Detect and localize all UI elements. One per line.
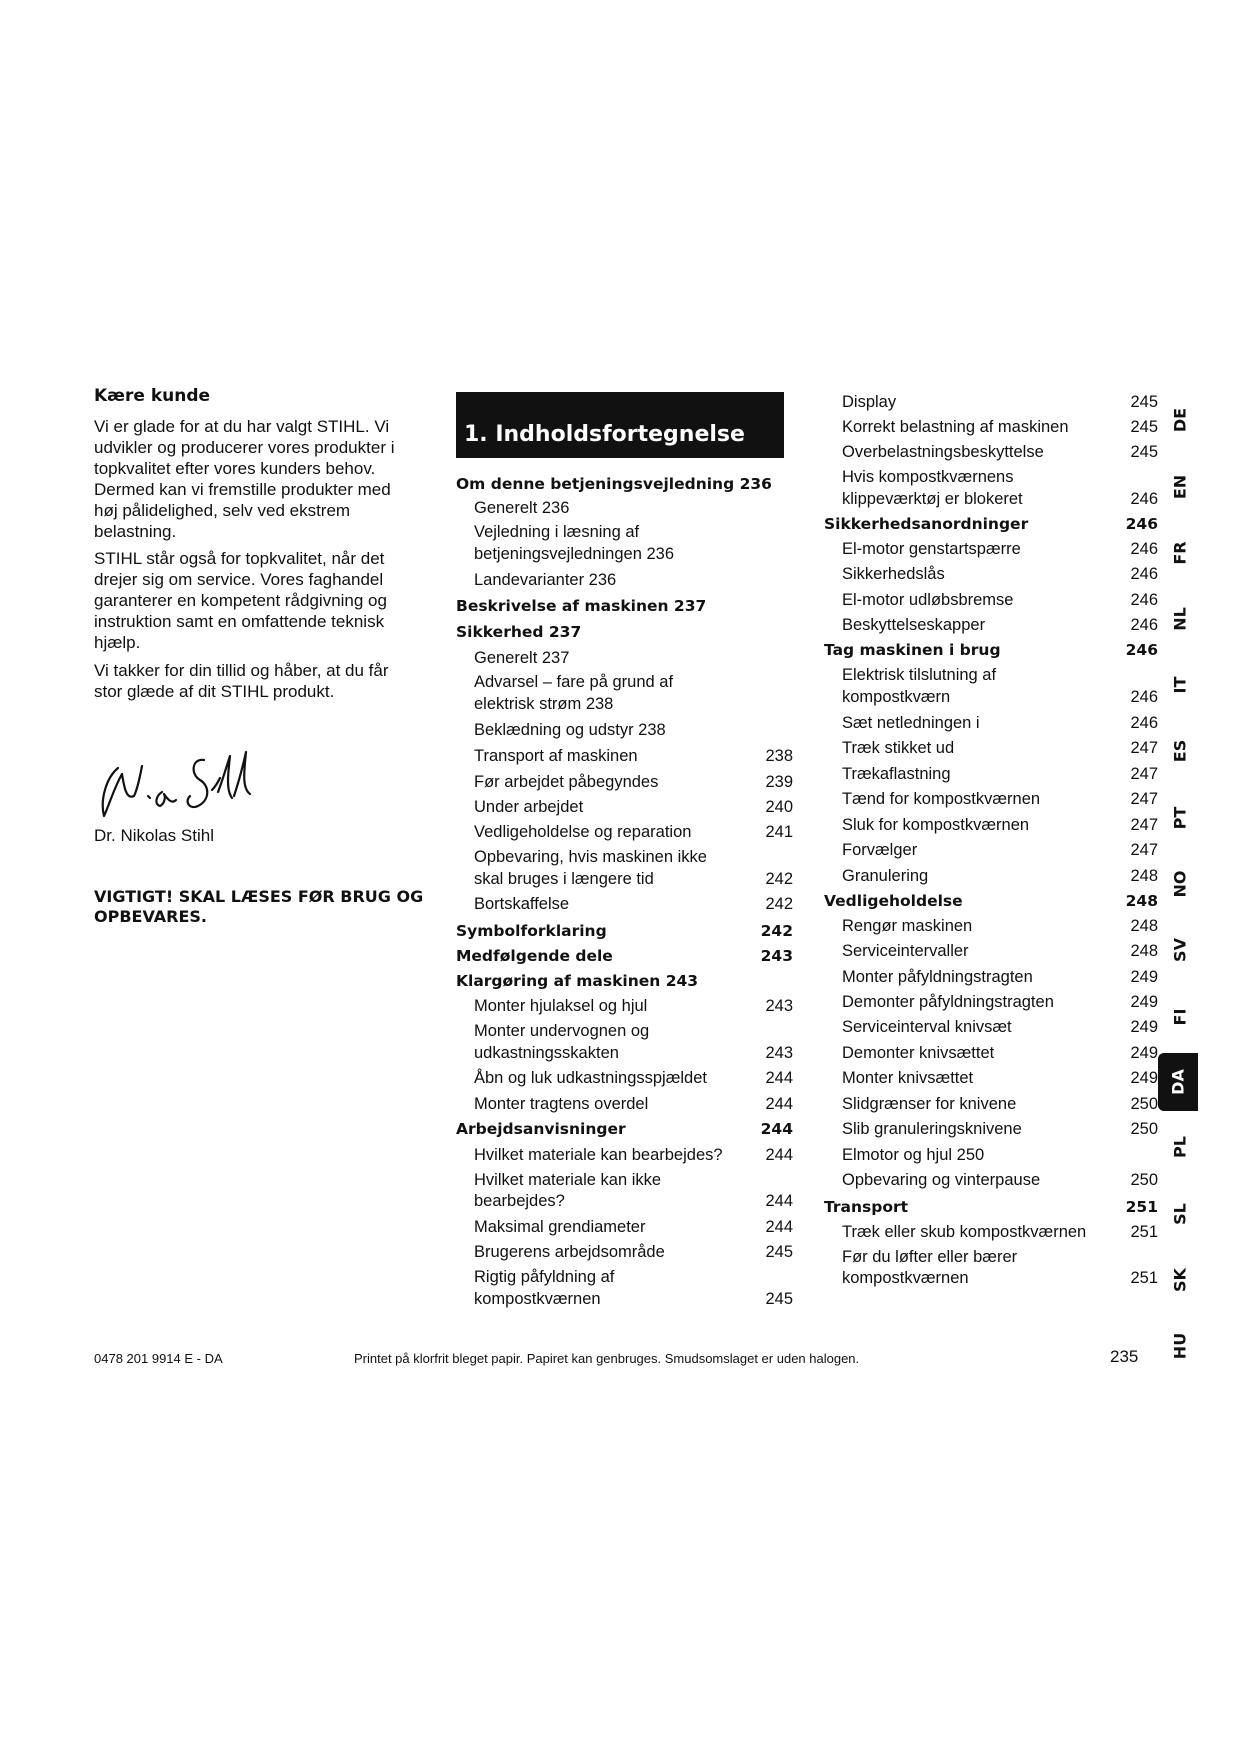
toc-entry-title: El-motor udløbsbremse [842, 591, 1014, 609]
toc-entry-title: Elektrisk tilslutning af [842, 666, 997, 684]
toc-entry-page: 242 [765, 870, 793, 888]
toc-entry-title: Slib granuleringsknivene [842, 1120, 1022, 1138]
language-tab-fr[interactable] [1162, 533, 1198, 573]
toc-entry-title: Display [842, 393, 897, 411]
toc-entry-page: 250 [1130, 1095, 1158, 1113]
toc-entry-page: 243 [760, 947, 793, 965]
toc-entry-title: Før du løfter eller bærer [842, 1248, 1018, 1266]
toc-title: 1. Indholdsfortegnelse [464, 422, 745, 447]
toc-entry-title: Klargøring af maskinen 243 [456, 972, 699, 990]
toc-entry-title: Monter knivsættet [842, 1069, 974, 1087]
toc-entry-title: Vedligeholdelse [824, 892, 963, 910]
toc-entry-title: Bortskaffelse [474, 895, 570, 913]
toc-entry-title: Elmotor og hjul 250 [842, 1146, 985, 1164]
doc-number: 0478 201 9914 E - DA [94, 1351, 223, 1366]
toc-entry-title: Hvilket materiale kan ikke [474, 1171, 662, 1189]
toc-entry-title: Generelt 237 [474, 649, 570, 667]
language-tab-nl[interactable] [1162, 599, 1198, 639]
toc-entry-title: Overbelastningsbeskyttelse [842, 443, 1044, 461]
language-tab-label: PT [1170, 806, 1190, 830]
toc-entry-title: Sikkerhedsanordninger [824, 515, 1029, 533]
toc-entry-page: 247 [1130, 790, 1158, 808]
language-tab-sk[interactable] [1162, 1260, 1198, 1300]
language-tab-it[interactable] [1162, 665, 1198, 705]
toc-entry-page: 245 [765, 1243, 793, 1261]
toc-entry-page: 248 [1130, 867, 1158, 885]
warning-text: VIGTIGT! SKAL LÆSES FØR BRUG OG OPBEVARES. [94, 887, 424, 926]
toc-entry-title: Serviceintervaller [842, 942, 969, 960]
toc-entry-title: Maksimal grendiameter [474, 1218, 646, 1236]
toc-entry-title: klippeværktøj er blokeret [842, 490, 1023, 508]
intro-paragraph-2: STIHL står også for topkvalitet, når det drejer sig om service. Vores faghandel garanterer en kompetent rådgivning og instruktion samt en omfattende teknisk hjælp. [94, 549, 387, 652]
toc-entry-page: 243 [765, 1044, 793, 1062]
language-tab-hu[interactable] [1162, 1326, 1198, 1366]
toc-entry-title: Advarsel – fare på grund af [474, 673, 674, 691]
toc-entry-title: Træk eller skub kompostkværnen [842, 1223, 1087, 1241]
toc-entry-page: 246 [1130, 688, 1158, 706]
toc-entry-page: 245 [765, 1290, 793, 1308]
toc-entry-title: Granulering [842, 867, 929, 885]
toc-entry-page: 249 [1130, 1018, 1158, 1036]
toc-entry-title: Serviceinterval knivsæt [842, 1018, 1012, 1036]
toc-entry-title: Monter hjulaksel og hjul [474, 997, 648, 1015]
language-tab-label: SV [1170, 938, 1190, 962]
toc-entry-page: 247 [1130, 739, 1158, 757]
toc-entry-page: 249 [1130, 993, 1158, 1011]
toc-entry-title: Opbevaring, hvis maskinen ikke [474, 848, 707, 866]
toc-entry-title: El-motor genstartspærre [842, 540, 1021, 558]
toc-entry-page: 239 [765, 773, 793, 791]
page-number: 235 [1110, 1347, 1139, 1366]
toc-entry-page: 247 [1130, 816, 1158, 834]
footer-note: Printet på klorfrit bleget papir. Papiret kan genbruges. Smudsomslaget er uden halogen. [354, 1351, 860, 1366]
toc-entry-page: 247 [1130, 765, 1158, 783]
toc-entry-title: kompostkværn [842, 688, 951, 706]
intro-heading: Kære kunde [94, 386, 211, 406]
toc-entry-title: Generelt 236 [474, 499, 570, 517]
toc-entry-page: 248 [1130, 917, 1158, 935]
toc-entry-title: Monter tragtens overdel [474, 1095, 649, 1113]
toc-entry-page: 238 [765, 747, 793, 765]
toc-entry-title: Før arbejdet påbegyndes [474, 773, 659, 791]
toc-entry-title: Sikkerhedslås [842, 565, 945, 583]
toc-entry-title: Korrekt belastning af maskinen [842, 418, 1069, 436]
toc-entry-title: Brugerens arbejdsområde [474, 1243, 665, 1261]
signature-image [92, 738, 262, 824]
toc-entry-page: 243 [765, 997, 793, 1015]
toc-entry-page: 246 [1130, 714, 1158, 732]
toc-entry-title: Hvilket materiale kan bearbejdes? [474, 1146, 723, 1164]
toc-entry-page: 248 [1130, 942, 1158, 960]
toc-entry-title: Demonter påfyldningstragten [842, 993, 1054, 1011]
toc-entry-page: 249 [1130, 1069, 1158, 1087]
toc-entry-title: Transport [824, 1198, 909, 1216]
language-tab-label: FI [1170, 1008, 1190, 1026]
language-tab-label: NL [1170, 607, 1190, 631]
toc-entry-page: 245 [1130, 393, 1158, 411]
toc-entry-title: Rigtig påfyldning af [474, 1268, 615, 1286]
toc-entry-title: bearbejdes? [474, 1192, 565, 1210]
toc-entry-page: 242 [765, 895, 793, 913]
toc-entry-title: Vejledning i læsning af [474, 523, 640, 541]
intro-paragraph-1: Vi er glade for at du har valgt STIHL. Vi udvikler og producerer vores produkter i topkvalitet efter vores kunders behov. Dermed kan vi fremstille produkter med høj pålidelighed, selv ved ekstrem belastning. [94, 417, 395, 541]
signature-name: Dr. Nikolas Stihl [94, 826, 214, 845]
toc-entry-page: 244 [765, 1192, 793, 1210]
toc-entry-title: Symbolforklaring [456, 922, 607, 940]
language-tab-es[interactable] [1162, 731, 1198, 771]
toc-entry-title: Sikkerhed 237 [456, 623, 582, 641]
toc-entry-title: betjeningsvejledningen 236 [474, 545, 674, 563]
toc-entry-title: udkastningsskakten [474, 1044, 619, 1062]
toc-entry-page: 248 [1125, 892, 1158, 910]
toc-entry-title: Om denne betjeningsvejledning 236 [456, 475, 772, 493]
toc-entry-title: Under arbejdet [474, 798, 584, 816]
toc-entry-page: 246 [1130, 490, 1158, 508]
toc-entry-title: kompostkværnen [474, 1290, 601, 1308]
toc-entry-page: 244 [765, 1095, 793, 1113]
toc-entry-title: skal bruges i længere tid [474, 870, 654, 888]
toc-entry-page: 251 [1130, 1223, 1158, 1241]
toc-entry-title: Trækaflastning [842, 765, 951, 783]
toc-entry-page: 251 [1125, 1198, 1158, 1216]
toc-entry-page: 242 [760, 922, 793, 940]
toc-entry-title: Medfølgende dele [456, 947, 613, 965]
language-tab-no[interactable] [1162, 864, 1198, 904]
toc-entry-title: Hvis kompostkværnens [842, 468, 1014, 486]
toc-entry-title: Transport af maskinen [474, 747, 638, 765]
toc-entry-title: Beklædning og udstyr 238 [474, 721, 666, 739]
toc-entry-page: 246 [1130, 591, 1158, 609]
toc-entry-title: elektrisk strøm 238 [474, 695, 614, 713]
toc-entry-title: Monter undervognen og [474, 1022, 650, 1040]
language-tab-label: NO [1170, 870, 1190, 898]
toc-entry-title: Arbejdsanvisninger [456, 1120, 626, 1138]
toc-entry-title: Forvælger [842, 841, 918, 859]
toc-entry-page: 241 [765, 823, 793, 841]
toc-entry-title: Monter påfyldningstragten [842, 968, 1033, 986]
language-tab-label: IT [1170, 676, 1190, 694]
language-tab-label: SL [1170, 1203, 1190, 1225]
toc-entry-title: Træk stikket ud [842, 739, 955, 757]
toc-entry-title: Tag maskinen i brug [824, 641, 1001, 659]
toc-entry-page: 244 [760, 1120, 793, 1138]
language-tab-label: EN [1170, 474, 1190, 500]
toc-entry-title: Vedligeholdelse og reparation [474, 823, 692, 841]
language-tab-label: DE [1170, 407, 1190, 433]
toc-entry-page: 246 [1130, 616, 1158, 634]
toc-entry-title: kompostkværnen [842, 1269, 969, 1287]
toc-entry-title: Opbevaring og vinterpause [842, 1171, 1041, 1189]
toc-entry-title: Demonter knivsættet [842, 1044, 995, 1062]
toc-entry-title: Landevarianter 236 [474, 571, 617, 589]
toc-entry-title: Beskrivelse af maskinen 237 [456, 597, 707, 615]
toc-entry-page: 246 [1125, 641, 1158, 659]
language-tab-label: SK [1170, 1268, 1190, 1292]
language-tab-fi[interactable] [1162, 997, 1198, 1037]
language-tab-da[interactable] [1158, 1053, 1198, 1111]
toc-entry-page: 250 [1130, 1120, 1158, 1138]
toc-entry-page: 244 [765, 1069, 793, 1087]
language-tab-pt[interactable] [1162, 798, 1198, 838]
toc-entry-page: 246 [1125, 515, 1158, 533]
language-tab-sv[interactable] [1162, 930, 1198, 970]
toc-entry-page: 247 [1130, 841, 1158, 859]
toc-entry-page: 240 [765, 798, 793, 816]
language-tab-pl[interactable] [1162, 1127, 1198, 1167]
toc-entry-page: 250 [1130, 1171, 1158, 1189]
language-tab-label: DA [1168, 1069, 1188, 1095]
language-tab-de[interactable] [1162, 400, 1198, 440]
language-tab-en[interactable] [1162, 467, 1198, 507]
intro-paragraph-3: Vi takker for din tillid og håber, at du får stor glæde af dit STIHL produkt. [94, 661, 389, 701]
toc-title-banner [456, 392, 784, 458]
toc-entry-title: Sluk for kompostkværnen [842, 816, 1030, 834]
language-tab-label: PL [1170, 1136, 1190, 1158]
language-tab-label: ES [1170, 739, 1190, 763]
toc-entry-page: 251 [1130, 1269, 1158, 1287]
toc-entry-page: 244 [765, 1218, 793, 1236]
toc-entry-page: 245 [1130, 443, 1158, 461]
language-tab-label: HU [1170, 1332, 1190, 1360]
toc-entry-title: Sæt netledningen i [842, 714, 980, 732]
toc-entry-page: 245 [1130, 418, 1158, 436]
language-tab-sl[interactable] [1162, 1194, 1198, 1234]
toc-entry-title: Slidgrænser for knivene [842, 1095, 1017, 1113]
toc-entry-page: 244 [765, 1146, 793, 1164]
toc-entry-title: Rengør maskinen [842, 917, 973, 935]
toc-entry-title: Åbn og luk udkastningsspjældet [474, 1069, 707, 1087]
toc-entry-title: Beskyttelseskapper [842, 616, 986, 634]
toc-entry-title: Tænd for kompostkværnen [842, 790, 1041, 808]
toc-entry-page: 249 [1130, 968, 1158, 986]
language-tab-label: FR [1170, 541, 1190, 565]
toc-entry-page: 246 [1130, 540, 1158, 558]
toc-entry-page: 249 [1130, 1044, 1158, 1062]
toc-entry-page: 246 [1130, 565, 1158, 583]
